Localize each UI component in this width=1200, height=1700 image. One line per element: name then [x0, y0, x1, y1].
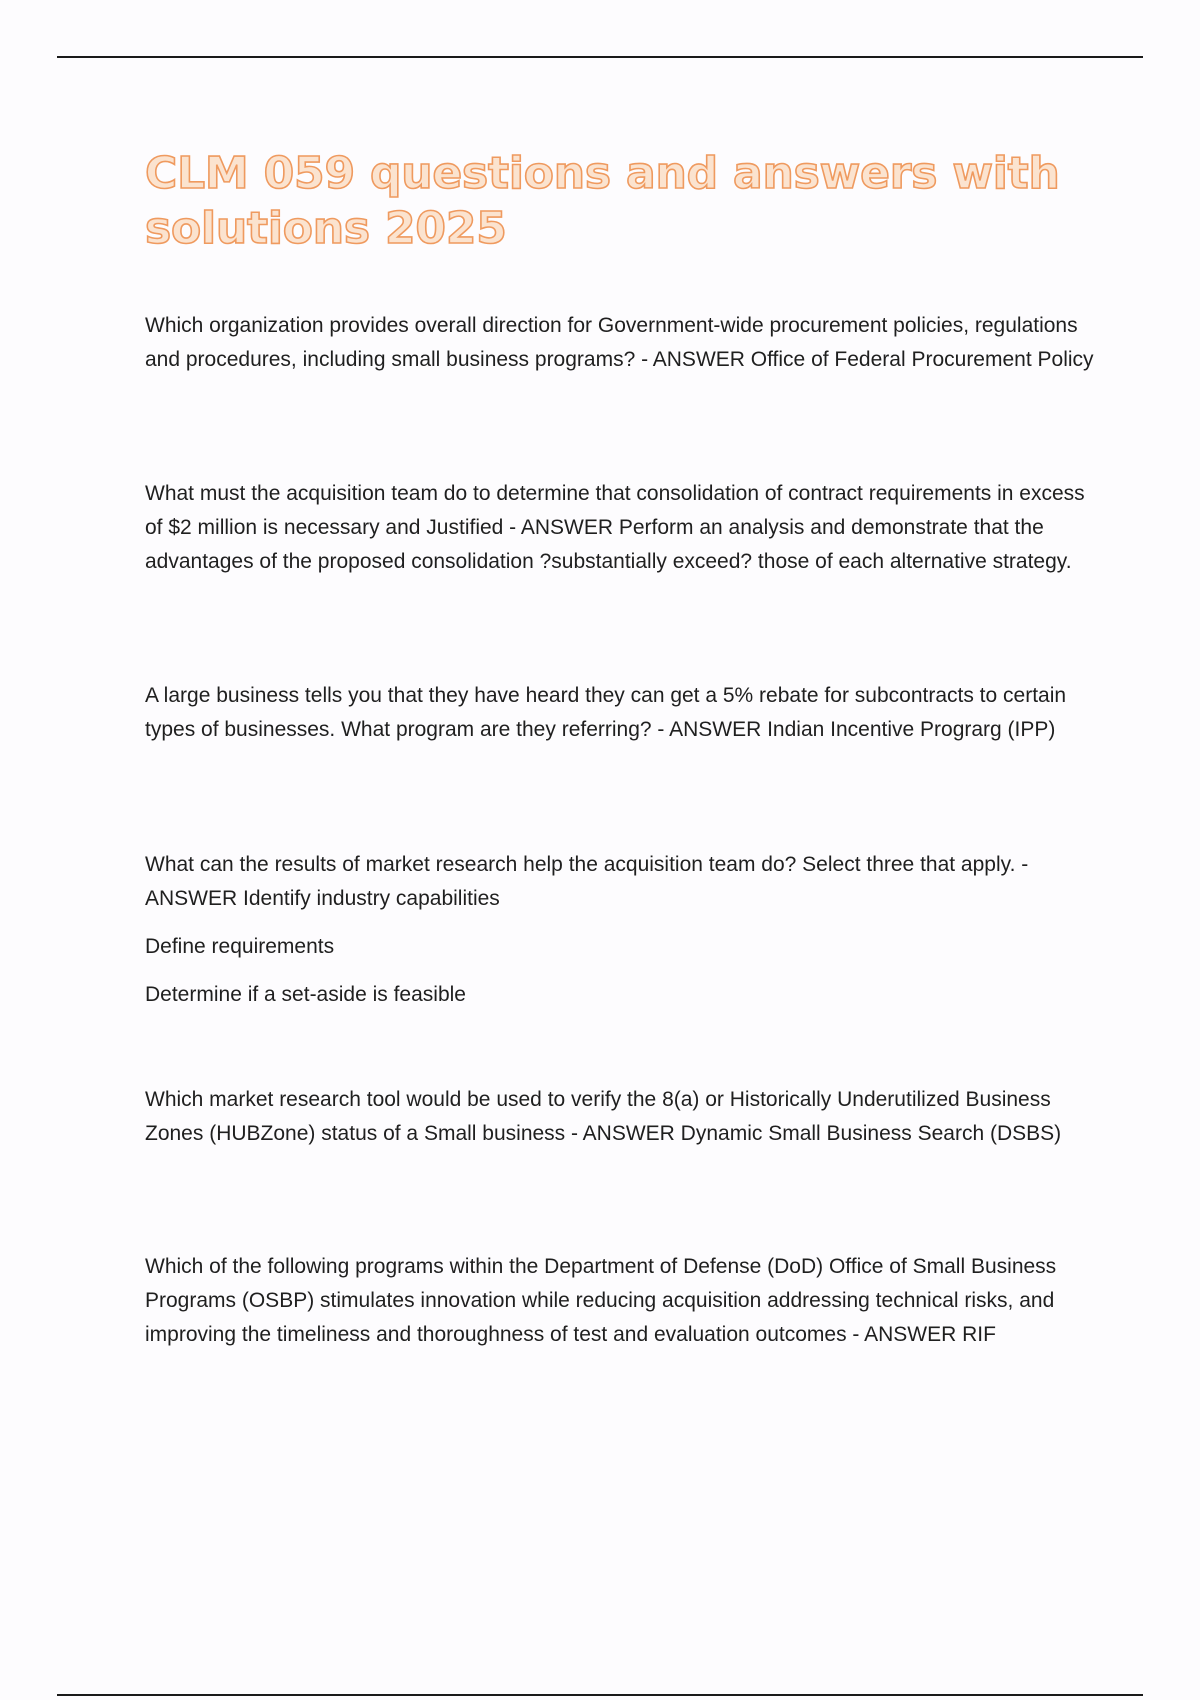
qa-item-2: What must the acquisition team do to determine that consolidation of contract requirements in excess of $2 million is necessary and Justified - ANSWER Perform an analysis and demonstrate that the advantages of the proposed consolidation ?substantially exceed? those of each alternative strategy. [145, 482, 1085, 573]
qa-item-4 [145, 848, 1095, 1012]
document-title: CLM 059 questions and answers with solutions 2025 [145, 148, 1060, 254]
qa-item-4-extra-2: Determine if a set-aside is feasible [145, 983, 466, 1006]
qa-item-6: Which of the following programs within the Department of Defense (DoD) Office of Small Business Programs (OSBP) stimulates innovation while reducing acquisition addressing technical risks, and improving the timeliness and thoroughness of test and evaluation outcomes - ANSWER RIF [145, 1255, 1057, 1346]
qa-item-3: A large business tells you that they have heard they can get a 5% rebate for subcontracts to certain types of businesses. What program are they referring? - ANSWER Indian Incentive Prograrg (IPP) [145, 684, 1067, 741]
footer-rule [57, 1694, 1143, 1696]
qa-item-1: Which organization provides overall direction for Government-wide procurement policies, regulations and procedures, including small business programs? - ANSWER Office of Federal Procurement Policy [145, 314, 1094, 371]
qa-item-5: Which market research tool would be used to verify the 8(a) or Historically Underutilized Business Zones (HUBZone) status of a Small business - ANSWER Dynamic Small Business Search (DSBS) [145, 1088, 1062, 1145]
header-rule [57, 56, 1143, 58]
qa-item-4-text: What can the results of market research help the acquisition team do? Select three that apply. - ANSWER Identify industry capabilities [145, 853, 1029, 910]
qa-item-4-extra-1: Define requirements [145, 935, 335, 958]
